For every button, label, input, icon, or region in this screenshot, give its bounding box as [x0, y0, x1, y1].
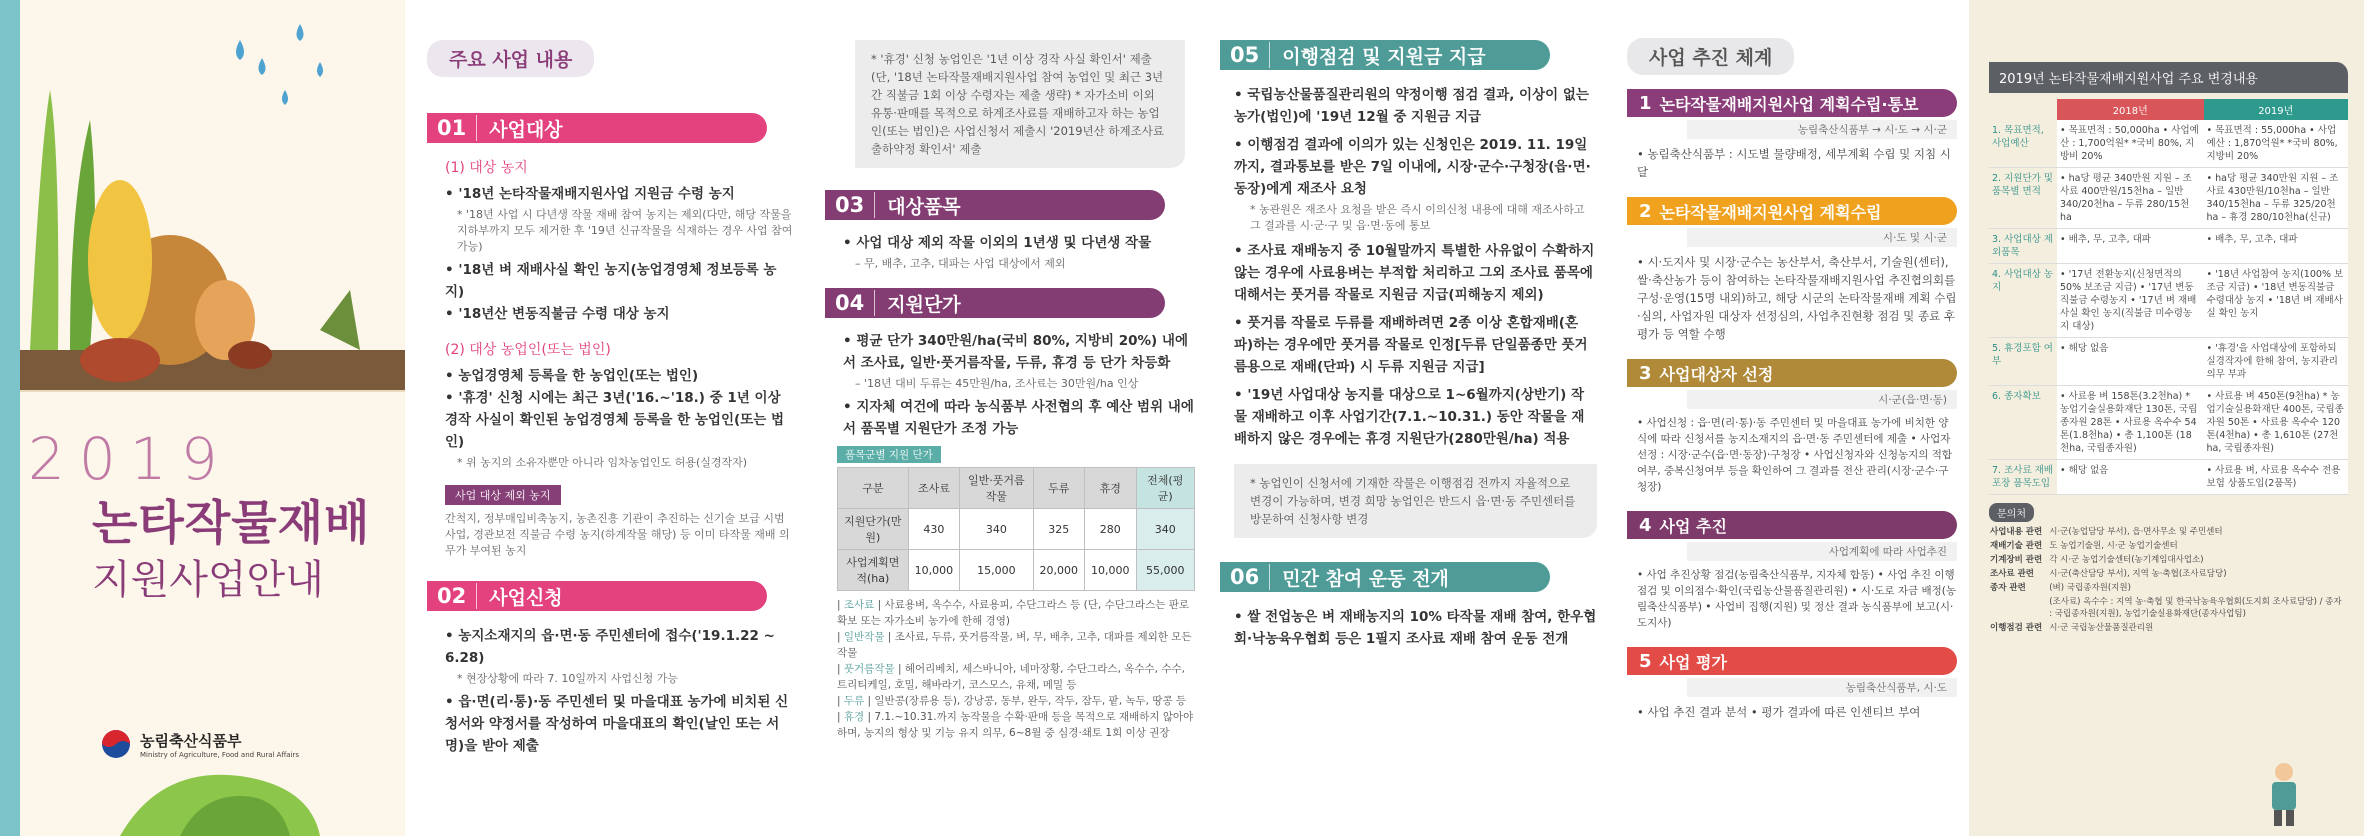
cover-year: 2019 — [28, 425, 232, 493]
table-header-cell: 구분 — [838, 468, 909, 509]
contact-label: 기계장비 관련 — [1990, 555, 2043, 565]
contact-table — [1989, 525, 2348, 635]
stage-5 — [1627, 647, 1957, 721]
category-label: 조사료 — [843, 599, 875, 611]
table-cell: 340 — [1136, 509, 1195, 550]
stage-text: • 시·도지사 및 시장·군수는 농산부서, 축산부서, 기술원(센터), 쌀·축산농가 등이 참여하는 논타작물재배지원사업 추진협의회를 구성·운영(15명 내외)하고, 해당 시군의 논타작물재배 계획 수립·심의, 사업자원 대상자 선정심의, 사업추진현황 점검 및 종료 후 평가 등 역할 수행 — [1637, 255, 1957, 341]
row-label: 7. 조사료 재배포장 품목도입 — [1989, 460, 2057, 495]
subsection-title: (2) 대상 농업인(또는 법인) — [445, 342, 611, 358]
section-05-header — [1220, 40, 1550, 70]
changes-table — [1989, 99, 2348, 495]
table-cell: 55,000 — [1136, 550, 1195, 591]
contact-tag: 문의처 — [1989, 503, 2034, 522]
contact-label: 재배기술 관련 — [1990, 541, 2043, 551]
table-row — [1989, 553, 2348, 567]
table-cell: • '17년 전환농지(신청면적의 50% 보조금 지급) • '17년 변동직불금 수령농지 • '17년 벼 재배사실 확인 농지(직불금 미수령농지 대상) — [2057, 264, 2204, 338]
list-item: | 일반작물 | 조사료, 두류, 풋거름작물, 벼, 무, 배추, 고추, 대파를 제외한 모든 작물 — [837, 631, 1192, 659]
table-cell: • 배추, 무, 고추, 대파 — [2057, 229, 2204, 264]
process-panel — [1617, 0, 1969, 836]
table-cell: • ha당 평균 340만원 지원 – 조사료 400만원/15천ha – 일반 340/20천ha – 두류 280/15천ha — [2057, 168, 2204, 229]
stage-title: 사업 평가 — [1659, 652, 1727, 672]
list-item: • 지자체 여건에 따라 농식품부 사전협의 후 예산 범위 내에서 품목별 지원단가 조정 가능 — [843, 396, 1195, 440]
table-cell: • 해당 없음 — [2057, 460, 2204, 495]
category-text: 일반콩(장류용 등), 강낭콩, 동부, 완두, 작두, 잠두, 팥, 녹두, 땅콩 등 — [874, 695, 1187, 707]
stage-text: • 농림축산식품부 : 시도별 물량배정, 세부계획 수립 및 지침 시달 — [1637, 147, 1951, 179]
note-text: – 무, 배추, 고추, 대파는 사업 대상에서 제외 — [855, 257, 1066, 270]
table-cell: 325 — [1033, 509, 1085, 550]
table-cell: • 목표면적 : 55,000ha • 사업예산 : 1,870억원* *국비 80%, 지방비 20% — [2204, 120, 2349, 168]
table-header-row — [1989, 99, 2348, 120]
stage-title: 논타작물재배지원사업 계획수립·통보 — [1659, 94, 1919, 114]
section-06-header — [1220, 562, 1550, 592]
stage-org: 농림축산식품부 → 시·도 → 시·군 — [1687, 120, 1957, 139]
table-row — [838, 550, 1195, 591]
contact-label: 조사료 관련 — [1990, 569, 2035, 579]
table-row — [1989, 621, 2348, 635]
process-title: 사업 추진 체계 — [1627, 38, 1794, 75]
table-cell: 340 — [960, 509, 1033, 550]
stage-1 — [1627, 89, 1957, 181]
section-number: 04 — [825, 290, 875, 316]
list-item: • '18년 논타작물재배지원사업 지원금 수령 농지 — [445, 183, 793, 205]
main-contents-title: 주요 사업 내용 — [427, 40, 594, 77]
table-cell: • 배추, 무, 고추, 대파 — [2204, 229, 2349, 264]
row-label: 2. 지원단가 및 품목별 면적 — [1989, 168, 2057, 229]
table-cell: 지원단가(만원) — [838, 509, 909, 550]
table-row — [1989, 229, 2348, 264]
table-row — [1989, 120, 2348, 168]
list-item: • 풋거름 작물로 두류를 재배하려면 2종 이상 혼합재배(혼파)하는 경우에만 풋거름 작물로 인정[두류 단일품종만 풋거름용으로 재배(단파) 시 두류 지원금 지급] — [1234, 312, 1597, 378]
section-number: 03 — [825, 192, 875, 218]
farmer-illustration — [2254, 758, 2314, 828]
table-header-cell: 조사료 — [908, 468, 960, 509]
list-item: | 휴경 | 7.1.~10.31.까지 농작물을 수확·판매 등을 목적으로 재배하지 않아야 하며, 농지의 형상 및 기능 유지 의무, 6~8월 중 심경·쇄토 1회 이상 권장 — [837, 711, 1194, 739]
section-number: 06 — [1220, 564, 1270, 590]
changes-title: 2019년 논타작물재배지원사업 주요 변경내용 — [1989, 62, 2348, 93]
excluded-land-text: 간척지, 정부매입비축농지, 농촌진흥 기관이 추진하는 신기술 보급 시범사업, 경관보전 직불금 수령 농지(하계작물 해당) 등 이미 타작물 재배 의무가 부여된 농지 — [445, 512, 790, 557]
contact-value: 각 시·군 농업기술센터(농기계임대사업소) — [2049, 555, 2204, 565]
row-label: 6. 종자확보 — [1989, 386, 2057, 460]
category-label: 휴경 — [843, 711, 865, 723]
table-cell: • ha당 평균 340만원 지원 – 조사료 430만원/10천ha – 일반 340/15천ha – 두류 325/20천ha – 휴경 280/10천ha(신규) — [2204, 168, 2349, 229]
category-text: 사료용벼, 옥수수, 사료용피, 수단그라스 등 (단, 수단그라스는 판로확보 또는 자가소비 농가에 한해 경영) — [837, 599, 1190, 627]
table-row — [1989, 581, 2348, 595]
contact-label — [1989, 595, 2048, 621]
stage-2 — [1627, 197, 1957, 343]
main-contents-panel — [405, 0, 813, 836]
table-cell: 280 — [1085, 509, 1137, 550]
table-cell: 430 — [908, 509, 960, 550]
section-label: 사업대상 — [489, 118, 563, 141]
application-note-box: * '휴경' 신청 농업인은 '1년 이상 경작 사실 확인서' 제출(단, '18년 논타작물재배지원사업 참여 농업인 및 최근 3년간 직불금 1회 이상 수령자는 제출 생략) * 자가소비 이외 유통·판매를 목적으로 하계조사료를 재배하고자 하는 농업인(또는 법인)은 사업신청서 제출시 '2019년산 하계조사료 출하약정 확인서' 제출 — [855, 40, 1185, 168]
table-cell: • 사료용 벼 158톤(3.2천ha) * 농업기술실용화재단 130톤, 국립종자원 28톤 • 사료용 옥수수 54톤(1.8천ha) • 총 1,100톤 (18천ha, 국립종자원) — [2057, 386, 2204, 460]
note-text: * 농관원은 재조사 요청을 받은 즉시 이의신청 내용에 대해 재조사하고 그 결과를 시·군·구 및 읍·면·동에 통보 — [1250, 203, 1585, 232]
table-row — [1989, 595, 2348, 621]
list-item: • '휴경' 신청 시에는 최근 3년('16.~'18.) 중 1년 이상 경작 사실이 확인된 농업경영체 등록을 한 농업인(또는 법인) — [445, 387, 793, 453]
section-label: 대상품목 — [887, 195, 961, 218]
stage-header — [1627, 89, 1957, 117]
table-header-row — [838, 468, 1195, 509]
section-02-header — [427, 581, 767, 611]
table-header-cell: 두류 — [1033, 468, 1085, 509]
table-cell: • 사료용 벼 450톤(9천ha) * 농업기술실용화재단 400톤, 국립종자원 50톤 • 사료용 옥수수 120톤(4천ha) • 총 1,610톤 (27천ha, 국립종자원) — [2204, 386, 2349, 460]
crops-price-panel — [813, 0, 1215, 836]
table-row — [1989, 386, 2348, 460]
row-label: 5. 휴경포함 여부 — [1989, 338, 2057, 386]
contact-label: 종자 관련 — [1990, 583, 2026, 593]
ministry-emblem-icon — [100, 728, 132, 760]
section-label: 지원단가 — [887, 293, 961, 316]
row-label: 3. 사업대상 제외품목 — [1989, 229, 2057, 264]
contact-value: 도 농업기술원, 시·군 농업기술센터 — [2049, 541, 2178, 551]
table-cell: 사업계획면적(ha) — [838, 550, 909, 591]
list-item: • 평균 단가 340만원/ha(국비 80%, 지방비 20%) 내에서 조사료, 일반·풋거름작물, 두류, 휴경 등 단가 차등화 — [843, 330, 1195, 374]
section-number: 05 — [1220, 42, 1270, 68]
list-item: • 조사료 재배농지 중 10월말까지 특별한 사유없이 수확하지 않는 경우에 사료용벼는 부적합 처리하고 그외 조사료 품목에 대해서는 풋거름 작물로 지원금 지급(피해농지 제외) — [1234, 240, 1597, 306]
section-label: 민간 참여 운동 전개 — [1282, 567, 1449, 590]
stage-org: 농림축산식품부, 시·도 — [1687, 678, 1957, 697]
stage-title: 사업대상자 선정 — [1659, 364, 1774, 384]
category-label: 두류 — [843, 695, 865, 707]
table-header-cell: 2019년 — [2204, 99, 2349, 120]
stage-header — [1627, 359, 1957, 387]
table-row — [1989, 525, 2348, 539]
note-text: * 위 농지의 소유자뿐만 아니라 임차농업인도 허용(실경작자) — [457, 456, 748, 469]
row-label: 4. 사업대상 농지 — [1989, 264, 2057, 338]
table-row — [1989, 338, 2348, 386]
section-01-header — [427, 113, 767, 143]
table-row — [1989, 264, 2348, 338]
table-header-cell: 휴경 — [1085, 468, 1137, 509]
table-row — [1989, 168, 2348, 229]
inspection-panel — [1215, 0, 1617, 836]
section-04-header — [825, 288, 1165, 318]
stage-org: 시·도 및 시·군 — [1687, 228, 1957, 247]
contact-label: 이행점검 관련 — [1990, 623, 2043, 633]
table-header-cell: 전체(평균) — [1136, 468, 1195, 509]
contact-label: 사업내용 관련 — [1990, 527, 2043, 537]
category-label: 일반작물 — [843, 631, 885, 643]
subsection-title: (1) 대상 농지 — [445, 160, 528, 176]
table-cell: 10,000 — [1085, 550, 1137, 591]
table-cell: • 목표면적 : 50,000ha • 사업예산 : 1,700억원* *국비 80%, 지방비 20% — [2057, 120, 2204, 168]
list-item: • '18년산 변동직불금 수령 대상 농지 — [445, 303, 793, 325]
table-cell: • 해당 없음 — [2057, 338, 2204, 386]
cover-title-1: 논타작물재배 — [92, 496, 371, 551]
table-row — [1989, 539, 2348, 553]
ministry-name: 농림축산식품부 — [140, 731, 242, 750]
cover-panel — [0, 0, 405, 836]
crop-category-list — [837, 597, 1195, 741]
stage-number: 1 — [1639, 92, 1652, 114]
list-item: | 풋거름작물 | 헤어리베치, 세스바니아, 네마장황, 수단그라스, 옥수수, 수수, 트리티케일, 호밀, 해바라기, 코스모스, 유채, 메밀 등 — [837, 663, 1185, 691]
note-text: * 현장상황에 따라 7. 10일까지 사업신청 가능 — [457, 672, 678, 685]
table-header-cell: 일반·풋거름작물 — [960, 468, 1033, 509]
ministry-name-en: Ministry of Agriculture, Food and Rural Affairs — [140, 750, 300, 759]
stage-3 — [1627, 359, 1957, 495]
stage-header — [1627, 511, 1957, 539]
stage-text: • 사업신청 : 읍·면(리·통)·동 주민센터 및 마을대표 농가에 비치한 양식에 따라 신청서를 농지소재지의 읍·면·동 주민센터에 제출 • 사업자 선정 : 시장·군수(읍·면·동장)·구청장 • 사업신청자와 신청농지의 적합여부, 중복신청여부 등을 확인하여 그 결과를 전산 관리(시장·군수·구청장) — [1637, 417, 1953, 493]
stage-title: 사업 추진 — [1659, 516, 1727, 536]
section-number: 01 — [427, 115, 477, 141]
table-cell: 20,000 — [1033, 550, 1085, 591]
table-cell: 15,000 — [960, 550, 1033, 591]
contact-value: 시·군(농업담당 부서), 읍·면사무소 및 주민센터 — [2049, 527, 2223, 537]
stage-text: • 사업 추진 결과 분석 • 평가 결과에 따른 인센티브 부여 — [1637, 705, 1921, 719]
section-03-header — [825, 190, 1165, 220]
list-item: • 국립농산물품질관리원의 약정이행 점검 결과, 이상이 없는 농가(법인)에 '19년 12월 중 지원금 지급 — [1234, 84, 1597, 128]
excluded-land-tag: 사업 대상 제외 농지 — [445, 485, 561, 505]
stage-number: 5 — [1639, 650, 1652, 672]
stage-text: • 사업 추진상황 점검(농림축산식품부, 지자체 합동) • 사업 추진 이행 점검 및 이의점수·확인(국립농산물품질관리원) • 시·도로 자금 배정(농림축산식품부) • 사업비 집행(지원) 및 정산 결과 농식품부에 보고(시·도지사) — [1637, 569, 1957, 629]
list-item: • 쌀 전업농은 벼 재배농지의 10% 타작물 재배 참여, 한우협회·낙농육우협회 등은 1필지 조사료 재배 참여 운동 전개 — [1234, 606, 1597, 650]
section-number: 02 — [427, 583, 477, 609]
stage-org: 시·군(읍·면·동) — [1687, 390, 1957, 409]
price-table-tag: 품목군별 지원 단가 — [837, 446, 941, 463]
table-row — [838, 509, 1195, 550]
section-label: 이행점검 및 지원금 지급 — [1282, 45, 1486, 68]
change-note-box: * 농업인이 신청서에 기재한 작물은 이행점검 전까지 자율적으로 변경이 가능하며, 변경 희망 농업인은 반드시 읍·면·동 주민센터를 방문하여 신청사항 변경 — [1234, 464, 1597, 538]
category-label: 풋거름작물 — [843, 663, 895, 675]
cover-title-2: 지원사업안내 — [92, 557, 324, 603]
list-item: • 농지소재지의 읍·면·동 주민센터에 접수('19.1.22 ~ 6.28) — [445, 625, 793, 669]
table-cell: • 사료용 벼, 사료용 옥수수 전용보험 상품도입(2품목) — [2204, 460, 2349, 495]
price-table — [837, 467, 1195, 591]
stage-title: 논타작물재배지원사업 계획수립 — [1659, 202, 1882, 222]
contact-value: 시·군 국립농산물품질관리원 — [2049, 623, 2154, 633]
cover-illustration — [0, 0, 405, 836]
table-header-cell: 2018년 — [2057, 99, 2204, 120]
list-item: • 사업 대상 제외 작물 이외의 1년생 및 다년생 작물 — [843, 232, 1195, 254]
stage-org: 사업계획에 따라 사업추진 — [1687, 542, 1957, 561]
contact-value: (조사료) 옥수수 : 지역 농·축협 및 한국낙농육우협회(도지회 조사료담당) / 종자 : 국립종자원(지원), 농업기술실용화재단(종자사업팀) — [2049, 597, 2342, 619]
category-text: 헤어리베치, 세스바니아, 네마장황, 수단그라스, 옥수수, 수수, 트리티케일, 호밀, 해바라기, 코스모스, 유채, 메밀 등 — [837, 663, 1185, 691]
stage-number: 4 — [1639, 514, 1652, 536]
category-text: 7.1.~10.31.까지 농작물을 수확·판매 등을 목적으로 재배하지 않아야 하며, 농지의 형상 및 기능 유지 의무, 6~8월 중 심경·쇄토 1회 이상 권장 — [837, 711, 1194, 739]
stage-header — [1627, 647, 1957, 675]
table-row — [1989, 460, 2348, 495]
list-item: • 농업경영체 등록을 한 농업인(또는 법인) — [445, 365, 793, 387]
stage-number: 3 — [1639, 362, 1652, 384]
category-text: 조사료, 두류, 풋거름작물, 벼, 무, 배추, 고추, 대파를 제외한 모든 작물 — [837, 631, 1192, 659]
stage-4 — [1627, 511, 1957, 631]
note-text: * '18년 사업 시 다년생 작물 재배 참여 농지는 제외(다만, 해당 작물을 지하부까지 모두 제거한 후 '19년 신규작물을 식재하는 경우 사업 참여가능) — [457, 208, 793, 253]
list-item: | 조사료 | 사료용벼, 옥수수, 사료용피, 수단그라스 등 (단, 수단그라스는 판로확보 또는 자가소비 농가에 한해 경영) — [837, 599, 1190, 627]
changes-panel — [1969, 0, 2364, 836]
contact-value: 시·군(축산담당 부서), 지역 농·축협(조사료담당) — [2049, 569, 2227, 579]
stage-header — [1627, 197, 1957, 225]
row-label: 1. 목표면적, 사업예산 — [1989, 120, 2057, 168]
table-cell: 10,000 — [908, 550, 960, 591]
section-label: 사업신청 — [489, 586, 563, 609]
table-cell: • '휴경'을 사업대상에 포함하되 실경작자에 한해 참여, 농지관리 의무 부과 — [2204, 338, 2349, 386]
list-item: • 이행점검 결과에 이의가 있는 신청인은 2019. 11. 19일까지, 결과통보를 받은 7일 이내에, 시장·군수·구청장(읍·면·동장)에게 재조사 요청 — [1234, 134, 1597, 200]
list-item: • '18년 벼 재배사실 확인 농지(농업경영체 정보등록 농지) — [445, 259, 793, 303]
stage-number: 2 — [1639, 200, 1652, 222]
table-header-blank — [1989, 99, 2057, 120]
contact-value: (벼) 국립종자원(지원) — [2049, 583, 2131, 593]
ministry-logo — [100, 728, 299, 760]
list-item: | 두류 | 일반콩(장류용 등), 강낭콩, 동부, 완두, 작두, 잠두, 팥, 녹두, 땅콩 등 — [837, 695, 1187, 707]
list-item: • 읍·면(리·통)·동 주민센터 및 마을대표 농가에 비치된 신청서와 약정서를 작성하여 마을대표의 확인(날인 또는 서명)을 받아 제출 — [445, 691, 793, 757]
note-text: – '18년 대비 두류는 45만원/ha, 조사료는 30만원/ha 인상 — [855, 377, 1139, 390]
table-row — [1989, 567, 2348, 581]
table-cell: • '18년 사업참여 농지(100% 보조금 지급) • '18년 변동직불금 수령대상 농지 • '18년 벼 재배사실 확인 농지 — [2204, 264, 2349, 338]
list-item: • '19년 사업대상 농지를 대상으로 1~6월까지(상반기) 작물 재배하고 이후 사업기간(7.1.~10.31.) 동안 작물을 재배하지 않은 경우에는 휴경 지원단가(280만원/ha) 적용 — [1234, 384, 1597, 450]
